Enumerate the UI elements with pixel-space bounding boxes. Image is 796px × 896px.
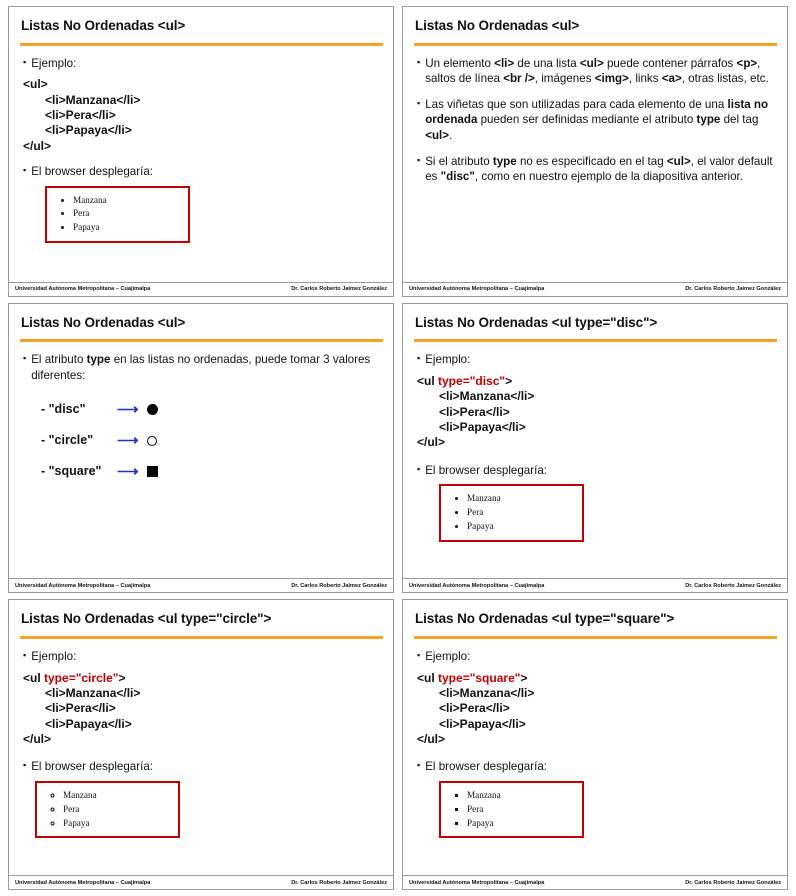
arrow-right-icon: ⟶ [117, 401, 137, 419]
slide-body [403, 342, 787, 578]
code-block [23, 671, 381, 748]
bullet-paragraph: Si el atributo type no es especificado en el tag <ul>, el valor default es "disc", como en nuestro ejemplo de la diapositiva anterior. [425, 154, 773, 184]
preview-list [451, 492, 574, 533]
square-bullet-icon: ▪ [417, 649, 421, 660]
square-bullet-icon: ▪ [417, 760, 421, 771]
type-value-row [41, 401, 381, 418]
code-list-item: <li>Manzana</li> [45, 685, 141, 700]
square-bullet-icon: ▪ [23, 164, 27, 175]
footer-right: Dr. Carlos Roberto Jaimez González [291, 879, 387, 886]
square-bullet-icon: ▪ [417, 154, 421, 165]
bullet-item [23, 164, 381, 180]
footer-left: Universidad Autónoma Metropolitana – Cuajimalpa [409, 582, 545, 589]
preview-list [57, 194, 180, 235]
bullet-item [417, 352, 775, 368]
type-value-label: - "disc" [41, 402, 86, 417]
bullet-label: Ejemplo: [425, 353, 471, 367]
browser-preview-box [439, 781, 584, 838]
bullet-label: El browser desplegaría: [425, 760, 547, 774]
footer-right: Dr. Carlos Roberto Jaimez González [685, 879, 781, 886]
arrow-right-icon: ⟶ [117, 432, 137, 450]
code-list-item: <li>Papaya</li> [439, 716, 526, 731]
slide-title: Listas No Ordenadas <ul> [21, 314, 186, 330]
square-bullet-icon: ▪ [23, 353, 27, 364]
bullet-item [417, 56, 775, 87]
square-bullet-icon: ▪ [417, 463, 421, 474]
square-bullet-icon: ▪ [23, 56, 27, 67]
browser-preview-box [439, 484, 584, 541]
list-item: ◦ Pera [63, 803, 170, 817]
bullet-item [417, 759, 775, 775]
bullet-paragraph: Las viñetas que son utilizadas para cada elemento de una lista no ordenada pueden ser definidas mediante el atributo type del tag <ul>. [425, 97, 769, 143]
code-attribute: type="circle" [44, 670, 119, 685]
slide-4 [402, 303, 788, 594]
bullet-item [23, 56, 381, 72]
slide-body [9, 342, 393, 578]
slide-title: Listas No Ordenadas <ul type="disc"> [415, 314, 658, 330]
slide-footer [9, 578, 393, 592]
disc-bullet-icon [147, 404, 158, 415]
code-list-item: <li>Pera</li> [45, 107, 116, 122]
bullet-label: Ejemplo: [425, 649, 471, 663]
bullet-label: El browser desplegaría: [31, 760, 153, 774]
footer-left: Universidad Autónoma Metropolitana – Cuajimalpa [409, 286, 545, 293]
list-item: ◦ Manzana [63, 789, 170, 803]
code-open-tag: <ul [23, 670, 45, 685]
list-item: ▪ Pera [467, 803, 574, 817]
bullet-label: Ejemplo: [31, 649, 77, 663]
square-bullet-icon: ▪ [417, 97, 421, 108]
slide-2 [402, 6, 788, 297]
footer-left: Universidad Autónoma Metropolitana – Cuajimalpa [409, 879, 545, 886]
slide-title: Listas No Ordenadas <ul> [21, 18, 186, 33]
bullet-item [417, 154, 775, 185]
code-close-tag: </ul> [417, 731, 446, 746]
circle-bullet-icon [147, 436, 157, 446]
code-close-tag: </ul> [23, 138, 52, 153]
code-attribute: type="disc" [438, 373, 506, 388]
code-open-tag-end: > [505, 373, 513, 388]
footer-right: Dr. Carlos Roberto Jaimez González [685, 286, 781, 293]
square-bullet-icon: ▪ [23, 649, 27, 660]
code-list-item: <li>Pera</li> [45, 701, 116, 716]
footer-right: Dr. Carlos Roberto Jaimez González [685, 582, 781, 589]
bullet-label: Ejemplo: [31, 56, 77, 70]
slide-body [403, 639, 787, 875]
bullet-paragraph: Un elemento <li> de una lista <ul> puede contener párrafos <p>, saltos de línea <br />, imágenes <img>, links <a>, otras listas, etc. [425, 56, 769, 86]
footer-right: Dr. Carlos Roberto Jaimez González [291, 286, 387, 293]
type-value-label: - "square" [41, 464, 102, 479]
slide-body [9, 46, 393, 282]
browser-preview-box [45, 186, 190, 243]
code-open-tag: <ul [417, 373, 439, 388]
list-item: • Pera [73, 207, 180, 221]
code-list-item: <li>Papaya</li> [45, 716, 132, 731]
code-list-item: <li>Papaya</li> [45, 123, 132, 138]
footer-left: Universidad Autónoma Metropolitana – Cuajimalpa [15, 879, 151, 886]
list-item: • Papaya [467, 520, 574, 534]
slide-6 [402, 599, 788, 890]
list-item: • Papaya [73, 221, 180, 235]
slide-3 [8, 303, 394, 594]
slide-5 [8, 599, 394, 890]
slide-footer [403, 578, 787, 592]
code-close-tag: </ul> [417, 435, 446, 450]
type-value-row [41, 463, 381, 480]
slide-title: Listas No Ordenadas <ul> [415, 18, 580, 33]
slide-1 [8, 6, 394, 297]
bullet-item [417, 463, 775, 479]
code-list-item: <li>Papaya</li> [439, 419, 526, 434]
type-value-label: - "circle" [41, 433, 94, 448]
footer-left: Universidad Autónoma Metropolitana – Cuajimalpa [15, 286, 151, 293]
square-bullet-icon: ▪ [23, 760, 27, 771]
code-list-item: <li>Manzana</li> [45, 92, 141, 107]
list-item: ▪ Manzana [467, 789, 574, 803]
bullet-label: El browser desplegaría: [425, 463, 547, 477]
bullet-item [23, 649, 381, 665]
slide-title: Listas No Ordenadas <ul type="square"> [415, 611, 675, 627]
bullet-item [23, 759, 381, 775]
code-open-tag-end: > [118, 670, 126, 685]
square-bullet-icon: ▪ [417, 353, 421, 364]
preview-list [451, 789, 574, 830]
code-list-item: <li>Pera</li> [439, 404, 510, 419]
code-block [417, 374, 775, 451]
slide-body [403, 46, 787, 282]
slide-footer [403, 875, 787, 889]
slide-footer [9, 875, 393, 889]
code-list-item: <li>Manzana</li> [439, 685, 535, 700]
slide-title: Listas No Ordenadas <ul type="circle"> [21, 611, 272, 627]
code-list-item: <li>Pera</li> [439, 701, 510, 716]
browser-preview-box [35, 781, 180, 838]
bullet-item [417, 97, 775, 144]
slide-row-1 [8, 6, 788, 297]
code-open-tag-end: > [520, 670, 528, 685]
code-block [23, 77, 381, 154]
square-bullet-icon: ▪ [417, 56, 421, 67]
code-close-tag: </ul> [23, 731, 52, 746]
list-item: • Pera [467, 506, 574, 520]
code-open-tag: <ul> [23, 77, 48, 92]
code-attribute: type="square" [438, 670, 521, 685]
footer-right: Dr. Carlos Roberto Jaimez González [291, 582, 387, 589]
code-block [417, 671, 775, 748]
arrow-right-icon: ⟶ [117, 463, 137, 481]
list-item: ◦ Papaya [63, 817, 170, 831]
list-item: ▪ Papaya [467, 817, 574, 831]
footer-left: Universidad Autónoma Metropolitana – Cuajimalpa [15, 582, 151, 589]
code-open-tag: <ul [417, 670, 439, 685]
bullet-paragraph: El atributo type en las listas no ordenadas, puede tomar 3 valores diferentes: [31, 353, 371, 382]
slide-body [9, 639, 393, 875]
slide-row-3 [8, 599, 788, 890]
type-value-row [41, 432, 381, 449]
code-list-item: <li>Manzana</li> [439, 389, 535, 404]
bullet-label: El browser desplegaría: [31, 164, 153, 178]
slide-footer [9, 282, 393, 296]
preview-list [47, 789, 170, 830]
slide-footer [403, 282, 787, 296]
square-bullet-icon [147, 466, 158, 477]
bullet-item [23, 352, 381, 383]
bullet-item [417, 649, 775, 665]
slide-row-2 [8, 303, 788, 594]
list-item: • Manzana [467, 492, 574, 506]
list-item: • Manzana [73, 194, 180, 208]
